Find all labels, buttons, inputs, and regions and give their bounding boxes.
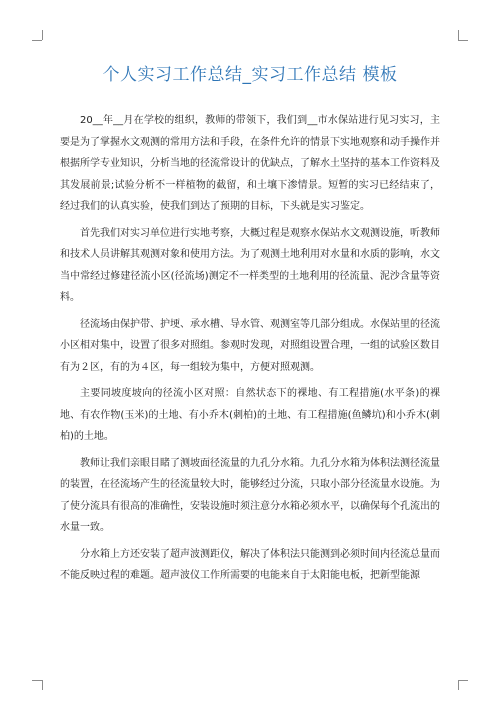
- paragraph-ultrasonic: 分水箱上方还安装了超声波测距仪，解决了体积法只能测到必须时间内径流总量而不能反映过程的难题。超声波仪工作所需要的电能来自于太阳能电板，把新型能源: [60, 548, 440, 581]
- paragraph-plot-comparison: 主要同坡度坡向的径流小区对照：自然状态下的裸地、有工程措施(水平条)的裸地、有农作物(玉米)的土地、有小乔木(刺柏)的土地、有工程措施(鱼鳞坑)和小乔木(刺柏)的土地。: [60, 388, 440, 442]
- paragraph-diversion-box: 教师让我们亲眼目睹了测坡面径流量的九孔分水箱。九孔分水箱为体积法测径流量的装置，在径流场产生的径流量较大时，能够经过分流，只取小部分径流量水设施。为了使分流具有很高的准确性，安装设施时须注意分水箱必须水平，以确保每个孔流出的水量一致。: [60, 457, 440, 533]
- document-body: [60, 110, 440, 592]
- document-title: 个人实习工作总结_实习工作总结 模板: [102, 65, 398, 85]
- paragraph-site-visit: 首先我们对实习单位进行实地考察，大概过程是观察水保站水文观测设施，听教师和技术人员讲解其观测对象和使用方法。为了观测土地利用对水量和水质的影响，水文当中常经过修建径流小区(径流场)测定不一样类型的土地利用的径流量、泥沙含量等资料。: [60, 227, 440, 303]
- paragraph-intro: 20__年__月在学校的组织，教师的带领下，我们到__市水保站进行见习实习，主要是为了掌握水文观测的常用方法和手段，在条件允许的情景下实地观察和动手操作并根据所学专业知识，分析当地的径流常设计的优缺点，了解水土坚持的基本工作资料及其发展前景;试验分析不一样植物的截留，和土壤下渗情景。短暂的实习已经结束了，经过我们的认真实验，使我们到达了预期的目标，下头就是实习鉴定。: [60, 115, 440, 212]
- paragraph-runoff-field: 径流场由保护带、护埂、承水槽、导水管、观测室等几部分组成。水保站里的径流小区相对集中，设置了很多对照组。参观时发现，对照组设置合理，一组的试验区数目有为２区，有的为４区，每一组较为集中，方便对照观测。: [60, 318, 440, 373]
